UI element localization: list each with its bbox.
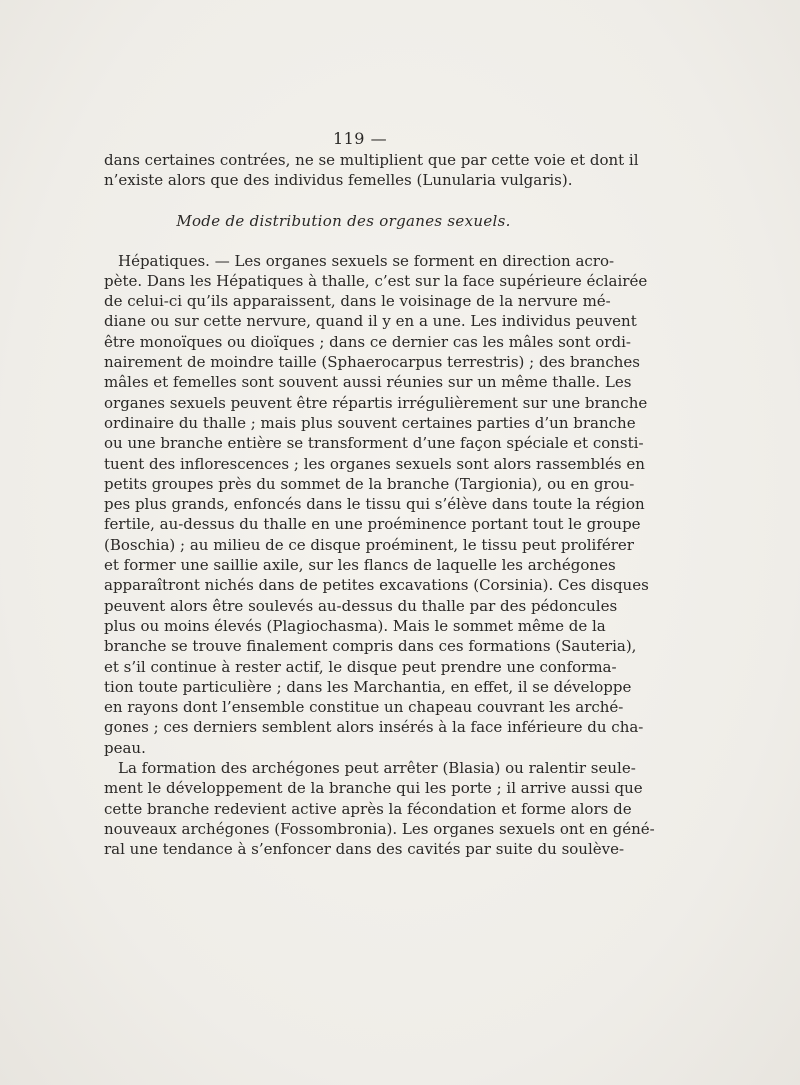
paragraph2-line: La formation des archégones peut arrêter (Blasia) ou ralentir seule- [118, 759, 636, 778]
paragraph1-line: Hépatiques. — Les organes sexuels se forment en direction acro- [118, 251, 615, 270]
paragraph2-line: ment le développement de la branche qui les porte ; il arrive aussi que [104, 779, 643, 798]
paragraph1-line: ou une branche entière se transforment d’une façon spéciale et consti- [104, 434, 644, 453]
paragraph1-line: peau. [104, 738, 146, 757]
paragraph1-line: (Boschia) ; au milieu de ce disque proéminent, le tissu peut proliférer [104, 535, 634, 554]
page-number: 119 — [332, 129, 388, 148]
paragraph1-line: tuent des inflorescences ; les organes sexuels sont alors rassemblés en [104, 454, 645, 473]
paragraph1-line: pes plus grands, enfoncés dans le tissu qui s’élève dans toute la région [104, 495, 645, 514]
paragraph2-line: ral une tendance à s’enfoncer dans des cavités par suite du soulève- [104, 840, 625, 859]
paragraph1-line: apparaîtront nichés dans de petites excavations (Corsinia). Ces disques [104, 576, 649, 595]
paragraph1-line: plus ou moins élevés (Plagiochasma). Mais le sommet même de la [104, 616, 606, 635]
paragraph1-line: et s’il continue à rester actif, le disque peut prendre une conforma- [104, 657, 617, 676]
paragraph1-line: pète. Dans les Hépatiques à thalle, c’est sur la face supérieure éclairée [104, 271, 648, 290]
paragraph1-line: être monoïques ou dioïques ; dans ce dernier cas les mâles sont ordi- [104, 332, 631, 351]
paragraph1-line: branche se trouve finalement compris dans ces formations (Sauteria), [104, 637, 637, 656]
paragraph2-line: nouveaux archégones (Fossombronia). Les organes sexuels ont en géné- [104, 819, 655, 838]
paragraph1-line: tion toute particulière ; dans les Marchantia, en effet, il se développe [104, 677, 632, 696]
paragraph1-line: peuvent alors être soulevés au-dessus du thalle par des pédoncules [104, 596, 618, 615]
paragraph1-line: ordinaire du thalle ; mais plus souvent certaines parties d’un branche [104, 413, 636, 432]
intro-line-1: dans certaines contrées, ne se multiplient que par cette voie et dont il [104, 151, 639, 169]
paragraph1-line: organes sexuels peuvent être répartis irrégulièrement sur une branche [104, 393, 648, 412]
body-text [104, 150, 655, 860]
paragraph1-line: en rayons dont l’ensemble constitue un chapeau couvrant les arché- [104, 698, 624, 717]
paragraph1-line: et former une saillie axile, sur les flancs de laquelle les archégones [104, 556, 616, 575]
paragraph1-line: de celui-ci qu’ils apparaissent, dans le voisinage de la nervure mé- [104, 292, 611, 311]
section-heading: Mode de distribution des organes sexuels. [176, 211, 511, 230]
paragraph1-line: diane ou sur cette nervure, quand il y en a une. Les individus peuvent [104, 312, 637, 331]
paragraph2-line: cette branche redevient active après la fécondation et forme alors de [104, 799, 632, 818]
intro-line-2: n’existe alors que des individus femelles (Lunularia vulgaris). [104, 171, 573, 190]
paragraph1-line: gones ; ces derniers semblent alors insérés à la face inférieure du cha- [104, 718, 644, 737]
paragraph1-line: mâles et femelles sont souvent aussi réunies sur un même thalle. Les [104, 373, 632, 392]
paragraph1-line: petits groupes près du sommet de la branche (Targionia), ou en grou- [104, 474, 635, 493]
paragraph1-line: nairement de moindre taille (Sphaerocarpus terrestris) ; des branches [104, 353, 640, 372]
paragraph1-line: fertile, au-dessus du thalle en une proéminence portant tout le groupe [104, 515, 641, 534]
